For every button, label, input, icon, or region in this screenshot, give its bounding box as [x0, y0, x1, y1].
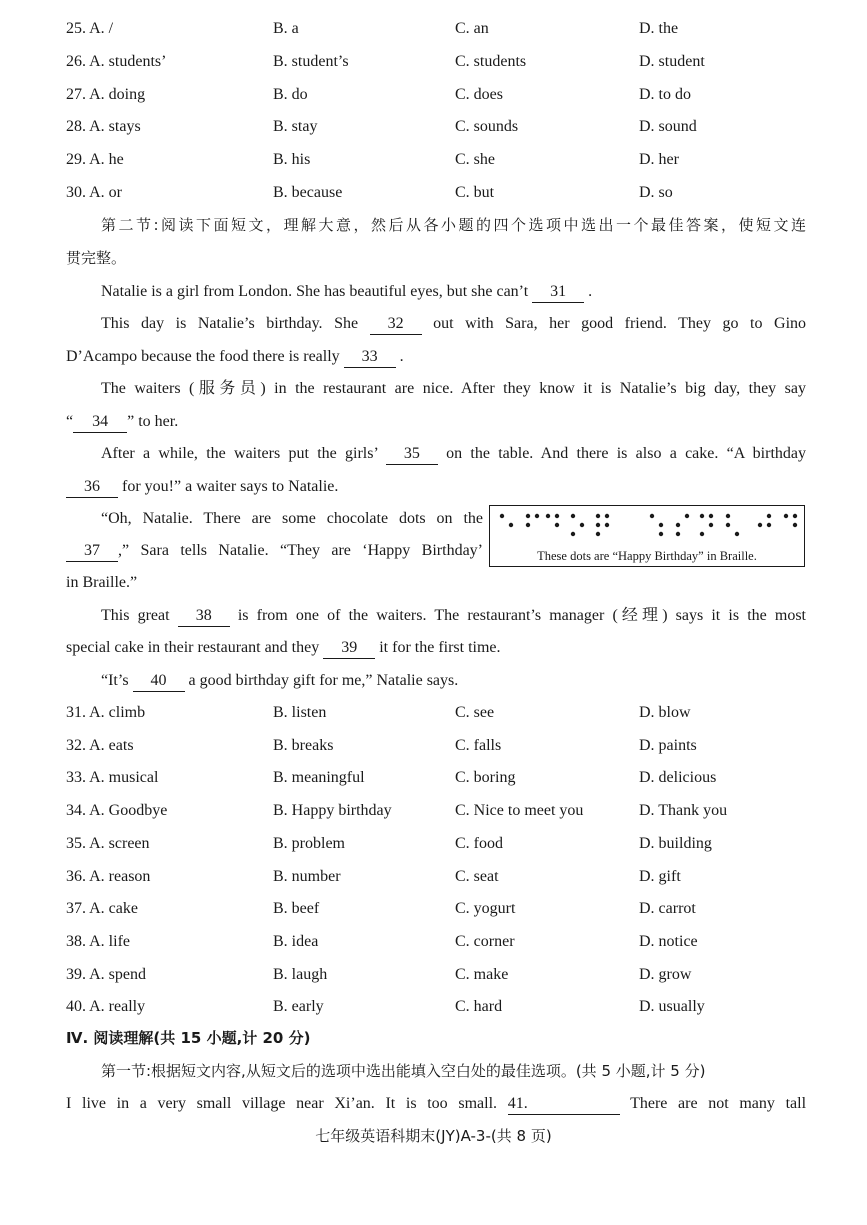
option-b: B. his — [273, 151, 311, 169]
option-d: D. her — [639, 151, 679, 169]
passage-paragraph-1 — [101, 280, 806, 304]
option-a: 29. A. he — [66, 151, 124, 169]
blank-35: 35 — [386, 444, 438, 465]
option-c: C. boring — [455, 769, 516, 787]
braille-dot — [676, 523, 680, 527]
option-d: D. gift — [639, 867, 681, 885]
passage-text: . — [588, 283, 593, 300]
braille-dot — [709, 523, 713, 527]
option-b: B. beef — [273, 900, 320, 918]
option-c: C. Nice to meet you — [455, 802, 584, 820]
braille-dot — [500, 514, 504, 518]
passage-text: After a while, the waiters put the girls’ — [101, 445, 378, 462]
passage-paragraph-4-line2 — [66, 475, 806, 499]
option-row — [0, 865, 867, 889]
braille-dot — [758, 523, 762, 527]
option-d: D. building — [639, 834, 712, 852]
option-b: B. because — [273, 184, 343, 201]
option-row — [0, 83, 867, 107]
passage-paragraph-2-line1 — [101, 312, 806, 336]
passage-paragraph-3-line1: The waiters (服务员) in the restaurant are nice. After they know it is Natalie’s big day, they say — [101, 380, 806, 397]
option-d: D. so — [639, 184, 673, 201]
option-b: B. stay — [273, 118, 318, 136]
option-row — [0, 115, 867, 139]
braille-dot — [767, 514, 771, 518]
option-b: B. listen — [273, 704, 327, 721]
blank-37: 37 — [66, 541, 118, 562]
passage-text: “ — [66, 413, 74, 430]
passage-text: on the table. And there is also a cake. “A birthday — [446, 445, 807, 462]
passage-text: “It’s — [101, 672, 129, 689]
passage-text: Natalie is a girl from London. She has beautiful eyes, but she can’t — [101, 283, 529, 300]
option-row — [0, 701, 867, 725]
option-a: 40. A. really — [66, 998, 146, 1016]
option-c: C. students — [455, 52, 527, 70]
braille-dot — [793, 514, 797, 518]
braille-dot — [659, 523, 663, 527]
option-b: B. problem — [273, 834, 345, 852]
blank-33: 33 — [344, 347, 396, 368]
braille-dot — [650, 514, 654, 518]
option-d: D. delicious — [639, 769, 717, 787]
braille-dots — [490, 506, 804, 548]
option-a: 28. A. stays — [66, 118, 141, 136]
passage-text: D’Acampo because the food there is really — [66, 348, 340, 365]
option-row — [0, 17, 867, 41]
braille-dot — [580, 523, 584, 527]
section2-instruction-line1: 第二节:阅读下面短文，理解大意，然后从各小题的四个选项中选出一个最佳答案，使短文连 — [101, 216, 806, 234]
option-d: D. sound — [639, 118, 697, 136]
blank-32: 32 — [370, 314, 422, 335]
blank-34: 34 — [73, 412, 127, 433]
passage-text: is from one of the waiters. The restaurant’s manager (经理) says it is the most — [237, 607, 806, 624]
option-d: D. Thank you — [639, 802, 728, 820]
option-d: D. usually — [639, 998, 705, 1016]
passage-text: it for the first time. — [379, 639, 501, 656]
option-b: B. do — [273, 85, 308, 103]
braille-dot — [700, 514, 704, 518]
option-c: C. but — [455, 184, 495, 201]
braille-dot — [735, 532, 739, 536]
option-d: D. the — [639, 20, 679, 37]
braille-dot — [546, 514, 550, 518]
braille-dot — [700, 532, 704, 536]
blank-36: 36 — [66, 477, 118, 498]
blank-41: 41. — [508, 1094, 620, 1115]
braille-dot — [784, 514, 788, 518]
braille-dot — [726, 514, 730, 518]
braille-dot — [726, 523, 730, 527]
option-row — [0, 799, 867, 823]
option-a: 37. A. cake — [66, 900, 138, 918]
blank-40: 40 — [133, 671, 185, 692]
option-d: D. blow — [639, 704, 691, 721]
braille-dot — [605, 523, 609, 527]
option-d: D. paints — [639, 736, 697, 754]
option-d: D. notice — [639, 932, 698, 950]
passage-text: a good birthday gift for me,” Natalie says. — [188, 672, 459, 689]
passage-paragraph-2-line2 — [66, 345, 806, 369]
option-c: C. corner — [455, 932, 515, 950]
option-row — [0, 930, 867, 954]
option-b: B. laugh — [273, 965, 328, 983]
braille-dot — [596, 514, 600, 518]
option-a: 39. A. spend — [66, 965, 146, 983]
passage-text: This day is Natalie’s birthday. She — [101, 315, 359, 332]
passage-paragraph-3-line2 — [66, 410, 806, 434]
option-b: B. meaningful — [273, 769, 365, 787]
option-c: C. does — [455, 85, 503, 103]
option-d: D. student — [639, 52, 705, 70]
option-row — [0, 832, 867, 856]
option-a: 32. A. eats — [66, 736, 134, 754]
option-c: C. an — [455, 20, 489, 37]
passage-text: for you!” a waiter says to Natalie. — [122, 478, 339, 495]
braille-dot — [555, 523, 559, 527]
option-c: C. food — [455, 834, 503, 852]
braille-dot — [571, 532, 575, 536]
passage-paragraph-4-line1 — [101, 442, 806, 466]
section2-instruction-line2: 贯完整。 — [66, 249, 127, 267]
braille-dot — [526, 514, 530, 518]
option-a: 25. A. / — [66, 20, 114, 37]
option-c: C. make — [455, 965, 509, 983]
braille-dot — [535, 514, 539, 518]
braille-dot — [793, 523, 797, 527]
option-row — [0, 734, 867, 758]
passage-paragraph-6-line2 — [66, 636, 806, 660]
passage-paragraph-7 — [101, 669, 806, 693]
option-c: C. she — [455, 151, 495, 169]
page-footer: 七年级英语科期末(JY)A-3-(共 8 页) — [315, 1127, 552, 1145]
passage-paragraph-5-line1: “Oh, Natalie. There are some chocolate dots on the — [101, 510, 483, 527]
option-d: D. carrot — [639, 900, 696, 918]
passage-text: ,” Sara tells Natalie. “They are ‘Happy Birthday’ — [118, 542, 483, 559]
passage-text: out with Sara, her good friend. They go to Gino — [433, 315, 807, 332]
option-c: C. sounds — [455, 118, 519, 136]
passage-paragraph-6-line1 — [101, 604, 806, 628]
option-a: 26. A. students’ — [66, 52, 167, 70]
option-row — [0, 766, 867, 790]
braille-dot — [555, 514, 559, 518]
option-b: B. Happy birthday — [273, 802, 392, 820]
option-c: C. falls — [455, 736, 502, 754]
option-a: 30. A. or — [66, 184, 122, 201]
option-d: D. to do — [639, 85, 691, 103]
option-b: B. breaks — [273, 736, 334, 754]
blank-31: 31 — [532, 282, 584, 303]
option-a: 35. A. screen — [66, 834, 150, 852]
braille-dot — [596, 532, 600, 536]
blank-38: 38 — [178, 606, 230, 627]
option-row — [0, 897, 867, 921]
option-c: C. yogurt — [455, 900, 516, 918]
passage-text: I live in a very small village near Xi’an. It is too small. — [66, 1095, 498, 1112]
blank-39: 39 — [323, 638, 375, 659]
option-a: 36. A. reason — [66, 867, 151, 885]
reading-passage-line1 — [66, 1092, 806, 1116]
reading-sub-instruction: 第一节:根据短文内容,从短文后的选项中选出能填入空白处的最佳选项。(共 5 小题,计 5 分) — [101, 1062, 706, 1080]
passage-text: There are not many tall — [630, 1095, 807, 1112]
option-b: B. idea — [273, 932, 319, 950]
passage-paragraph-5-line2 — [66, 539, 483, 563]
passage-text: . — [399, 348, 404, 365]
option-row — [0, 995, 867, 1019]
option-a: 34. A. Goodbye — [66, 802, 168, 820]
passage-text: ” to her. — [127, 413, 179, 430]
option-a: 27. A. doing — [66, 85, 146, 103]
option-c: C. seat — [455, 867, 499, 885]
option-row — [0, 963, 867, 987]
braille-dot — [509, 523, 513, 527]
braille-dot — [709, 514, 713, 518]
option-row — [0, 50, 867, 74]
reading-section-title: Ⅳ. 阅读理解(共 15 小题,计 20 分) — [66, 1029, 311, 1047]
braille-dot — [767, 523, 771, 527]
braille-dot — [526, 523, 530, 527]
option-c: C. hard — [455, 998, 503, 1016]
braille-dot — [605, 514, 609, 518]
passage-text: special cake in their restaurant and they — [66, 639, 320, 656]
braille-dot — [685, 514, 689, 518]
braille-figure — [489, 505, 805, 567]
option-row — [0, 181, 867, 205]
option-d: D. grow — [639, 965, 692, 983]
braille-caption: These dots are “Happy Birthday” in Braille. — [537, 549, 757, 563]
braille-dot — [571, 514, 575, 518]
passage-text: This great — [101, 607, 170, 624]
option-row — [0, 148, 867, 172]
option-a: 38. A. life — [66, 932, 130, 950]
option-b: B. a — [273, 20, 299, 37]
option-a: 33. A. musical — [66, 769, 159, 787]
option-a: 31. A. climb — [66, 704, 146, 721]
braille-dot — [596, 523, 600, 527]
option-b: B. student’s — [273, 52, 349, 70]
option-b: B. early — [273, 998, 324, 1016]
braille-dot — [659, 532, 663, 536]
passage-paragraph-5-line3: in Braille.” — [66, 574, 138, 591]
option-b: B. number — [273, 867, 341, 885]
option-c: C. see — [455, 704, 495, 721]
braille-dot — [676, 532, 680, 536]
